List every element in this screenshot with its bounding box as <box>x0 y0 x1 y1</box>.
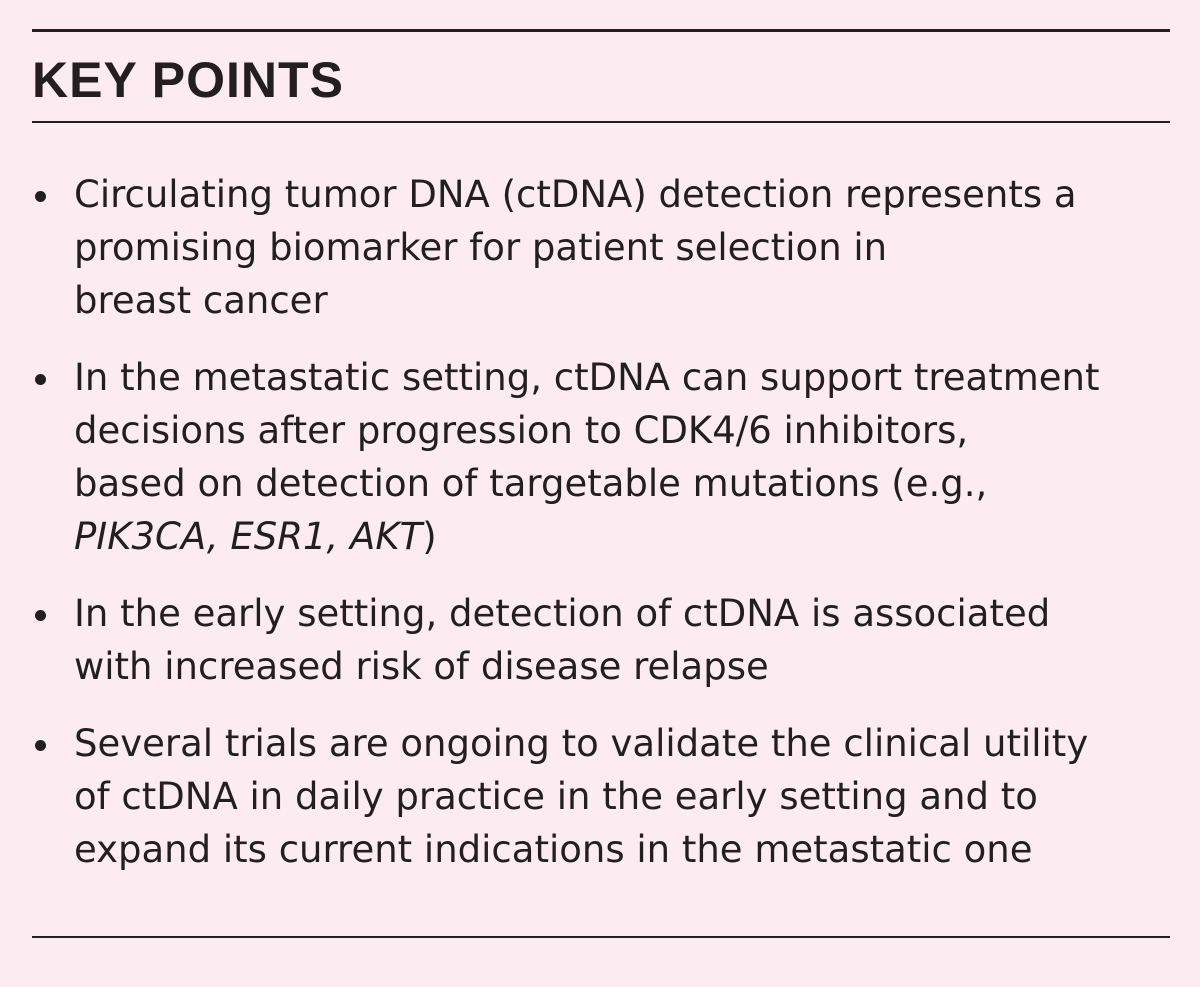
key-point-line: Circulating tumor DNA (ctDNA) detection represents a <box>74 173 1077 216</box>
key-point-line: based on detection of targetable mutations (e.g., <box>74 462 988 505</box>
key-point-2 <box>32 351 1162 563</box>
key-point-line: with increased risk of disease relapse <box>74 645 769 688</box>
key-point-line: breast cancer <box>74 279 328 322</box>
key-point-4 <box>32 717 1162 876</box>
bullet-icon <box>35 740 46 751</box>
key-point-line: Several trials are ongoing to validate the clinical utility <box>74 722 1089 765</box>
bullet-icon <box>35 374 46 385</box>
bullet-icon <box>35 191 46 202</box>
key-point-line: In the metastatic setting, ctDNA can support treatment <box>74 356 1100 399</box>
title-rule <box>32 121 1170 123</box>
key-point-1 <box>32 168 1162 327</box>
box-title: KEY POINTS <box>32 52 344 108</box>
bottom-rule <box>32 936 1170 938</box>
top-rule <box>32 29 1170 32</box>
key-point-3 <box>32 587 1162 693</box>
key-point-line: decisions after progression to CDK4/6 inhibitors, <box>74 409 969 452</box>
closing-paren: ) <box>422 515 437 558</box>
key-point-line: of ctDNA in daily practice in the early setting and to <box>74 775 1038 818</box>
key-point-line: expand its current indications in the metastatic one <box>74 828 1033 871</box>
key-point-line: promising biomarker for patient selection in <box>74 226 888 269</box>
key-point-line: In the early setting, detection of ctDNA is associated <box>74 592 1051 635</box>
key-points-list <box>32 168 1162 900</box>
bullet-icon <box>35 610 46 621</box>
gene-names: PIK3CA, ESR1, AKT <box>74 515 423 558</box>
key-point-line <box>74 510 1162 563</box>
